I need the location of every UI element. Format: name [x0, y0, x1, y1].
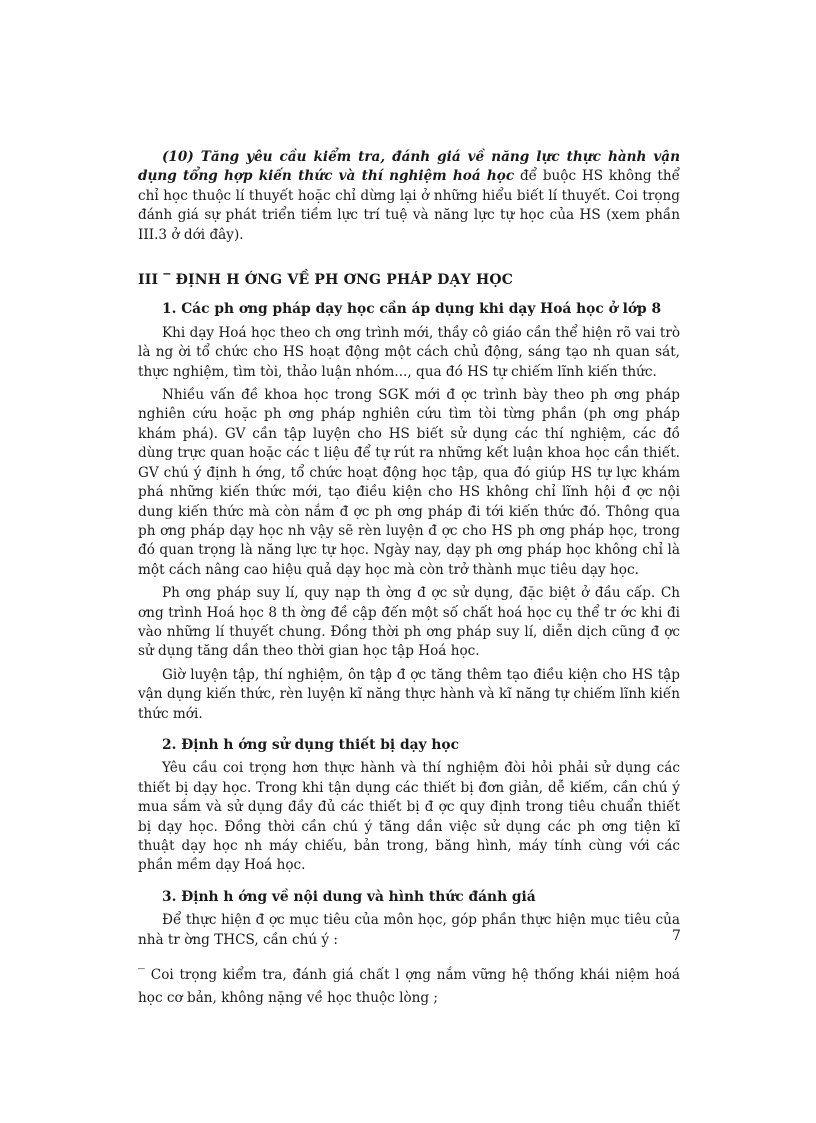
bullet-text: Coi trọng kiểm tra, đánh giá chất l ợng nắm vững hệ thống khái niệm hoá học cơ bản, không nặng về học thuộc lòng ;: [138, 967, 680, 1007]
subsection-1-paragraph-2: Nhiều vấn đề khoa học trong SGK mới đ ợc trình bày theo ph ơng pháp nghiên cứu hoặc ph ơng pháp nghiên cứu tìm tòi từng phần (ph ơng pháp khám phá). GV cần tập luyện cho HS biết sử dụng các thí nghiệm, các đồ dùng trực quan hoặc các t liệu để tự rút ra những kết luận khoa học cần thiết. GV chú ý định h ớng, tổ chức hoạt động học tập, qua đó giúp HS tự lực khám phá những kiến thức mới, tạo điều kiện cho HS không chỉ lĩnh hội đ ợc nội dung kiến thức mà còn nắm đ ợc ph ơng pháp đi tới kiến thức đó. Thông qua ph ơng pháp dạy học nh vậy sẽ rèn luyện đ ợc cho HS ph ơng pháp học, trong đó quan trọng là năng lực tự học. Ngày nay, dạy ph ơng pháp học không chỉ là một cách nâng cao hiệu quả dạy học mà còn trở thành mục tiêu dạy học.: [138, 387, 680, 578]
subsection-2-paragraph: Yêu cầu coi trọng hơn thực hành và thí nghiệm đòi hỏi phải sử dụng các thiết bị dạy học. Trong khi tận dụng các thiết bị đơn giản, dễ kiếm, cần chú ý mua sắm và sử dụng đầy đủ các thiết bị đ ợc quy định trong tiêu chuẩn thiết bị dạy học. Đồng thời cần chú ý tăng dần việc sử dụng các ph ơng tiện kĩ thuật dạy học nh máy chiếu, bản trong, băng hình, máy tính cùng với các phần mềm dạy Hoá học.: [138, 760, 680, 874]
subsection-2-heading: 2. Định h ớng sử dụng thiết bị dạy học: [162, 736, 459, 753]
section-heading: III ‾ ĐỊNH H ỚNG VỀ PH ƠNG PHÁP DẠY HỌC: [138, 272, 514, 289]
subsection-1-heading: 1. Các ph ơng pháp dạy học cần áp dụng khi dạy Hoá học ở lớp 8: [162, 301, 662, 318]
subsection-1-paragraph-4: Giờ luyện tập, thí nghiệm, ôn tập đ ợc tăng thêm tạo điều kiện cho HS tập vận dụng kiến thức, rèn luyện kĩ năng thực hành và kĩ năng tự chiếm lĩnh kiến thức mới.: [138, 666, 680, 722]
intro-label: (10) Tăng yêu cầu kiểm tra, đánh giá về năng lực thực hành vận dụng tổng hợp kiến thức và thí nghiệm hoá học: [138, 149, 680, 185]
document-page: [138, 148, 680, 1014]
subsection-3-paragraph: Để thực hiện đ ợc mục tiêu của môn học, góp phần thực hiện mục tiêu của nhà tr ờng THCS, cần chú ý :: [138, 912, 680, 948]
intro-text: để buộc HS không thể chỉ học thuộc lí thuyết hoặc chỉ dừng lại ở những hiểu biết lí thuyết. Coi trọng đánh giá sự phát triển tiềm lực trí tuệ và năng lực tự học của HS (xem phần III.3 ở dới đây).: [138, 168, 680, 243]
subsection-1-paragraph-1: Khi dạy Hoá học theo ch ơng trình mới, thầy cô giáo cần thể hiện rõ vai trò là ng ời tổ chức cho HS hoạt động một cách chủ động, sáng tạo nh quan sát, thực nghiệm, tìm tòi, thảo luận nhóm..., qua đó HS tự chiếm lĩnh kiến thức.: [138, 324, 680, 380]
bullet-mark: ‾: [138, 967, 145, 984]
subsection-1-paragraph-3: Ph ơng pháp suy lí, quy nạp th ờng đ ợc sử dụng, đặc biệt ở đầu cấp. Ch ơng trình Hoá học 8 th ờng đề cập đến một số chất hoá học cụ thể tr ớc khi đi vào những lí thuyết chung. Đồng thời ph ơng pháp suy lí, diễn dịch cũng đ ợc sử dụng tăng dần theo thời gian học tập Hoá học.: [138, 585, 680, 660]
intro-paragraph: [138, 148, 680, 245]
bullet-item: [138, 964, 680, 1010]
page-number: 7: [672, 928, 681, 944]
subsection-3-heading: 3. Định h ớng về nội dung và hình thức đánh giá: [162, 888, 536, 905]
